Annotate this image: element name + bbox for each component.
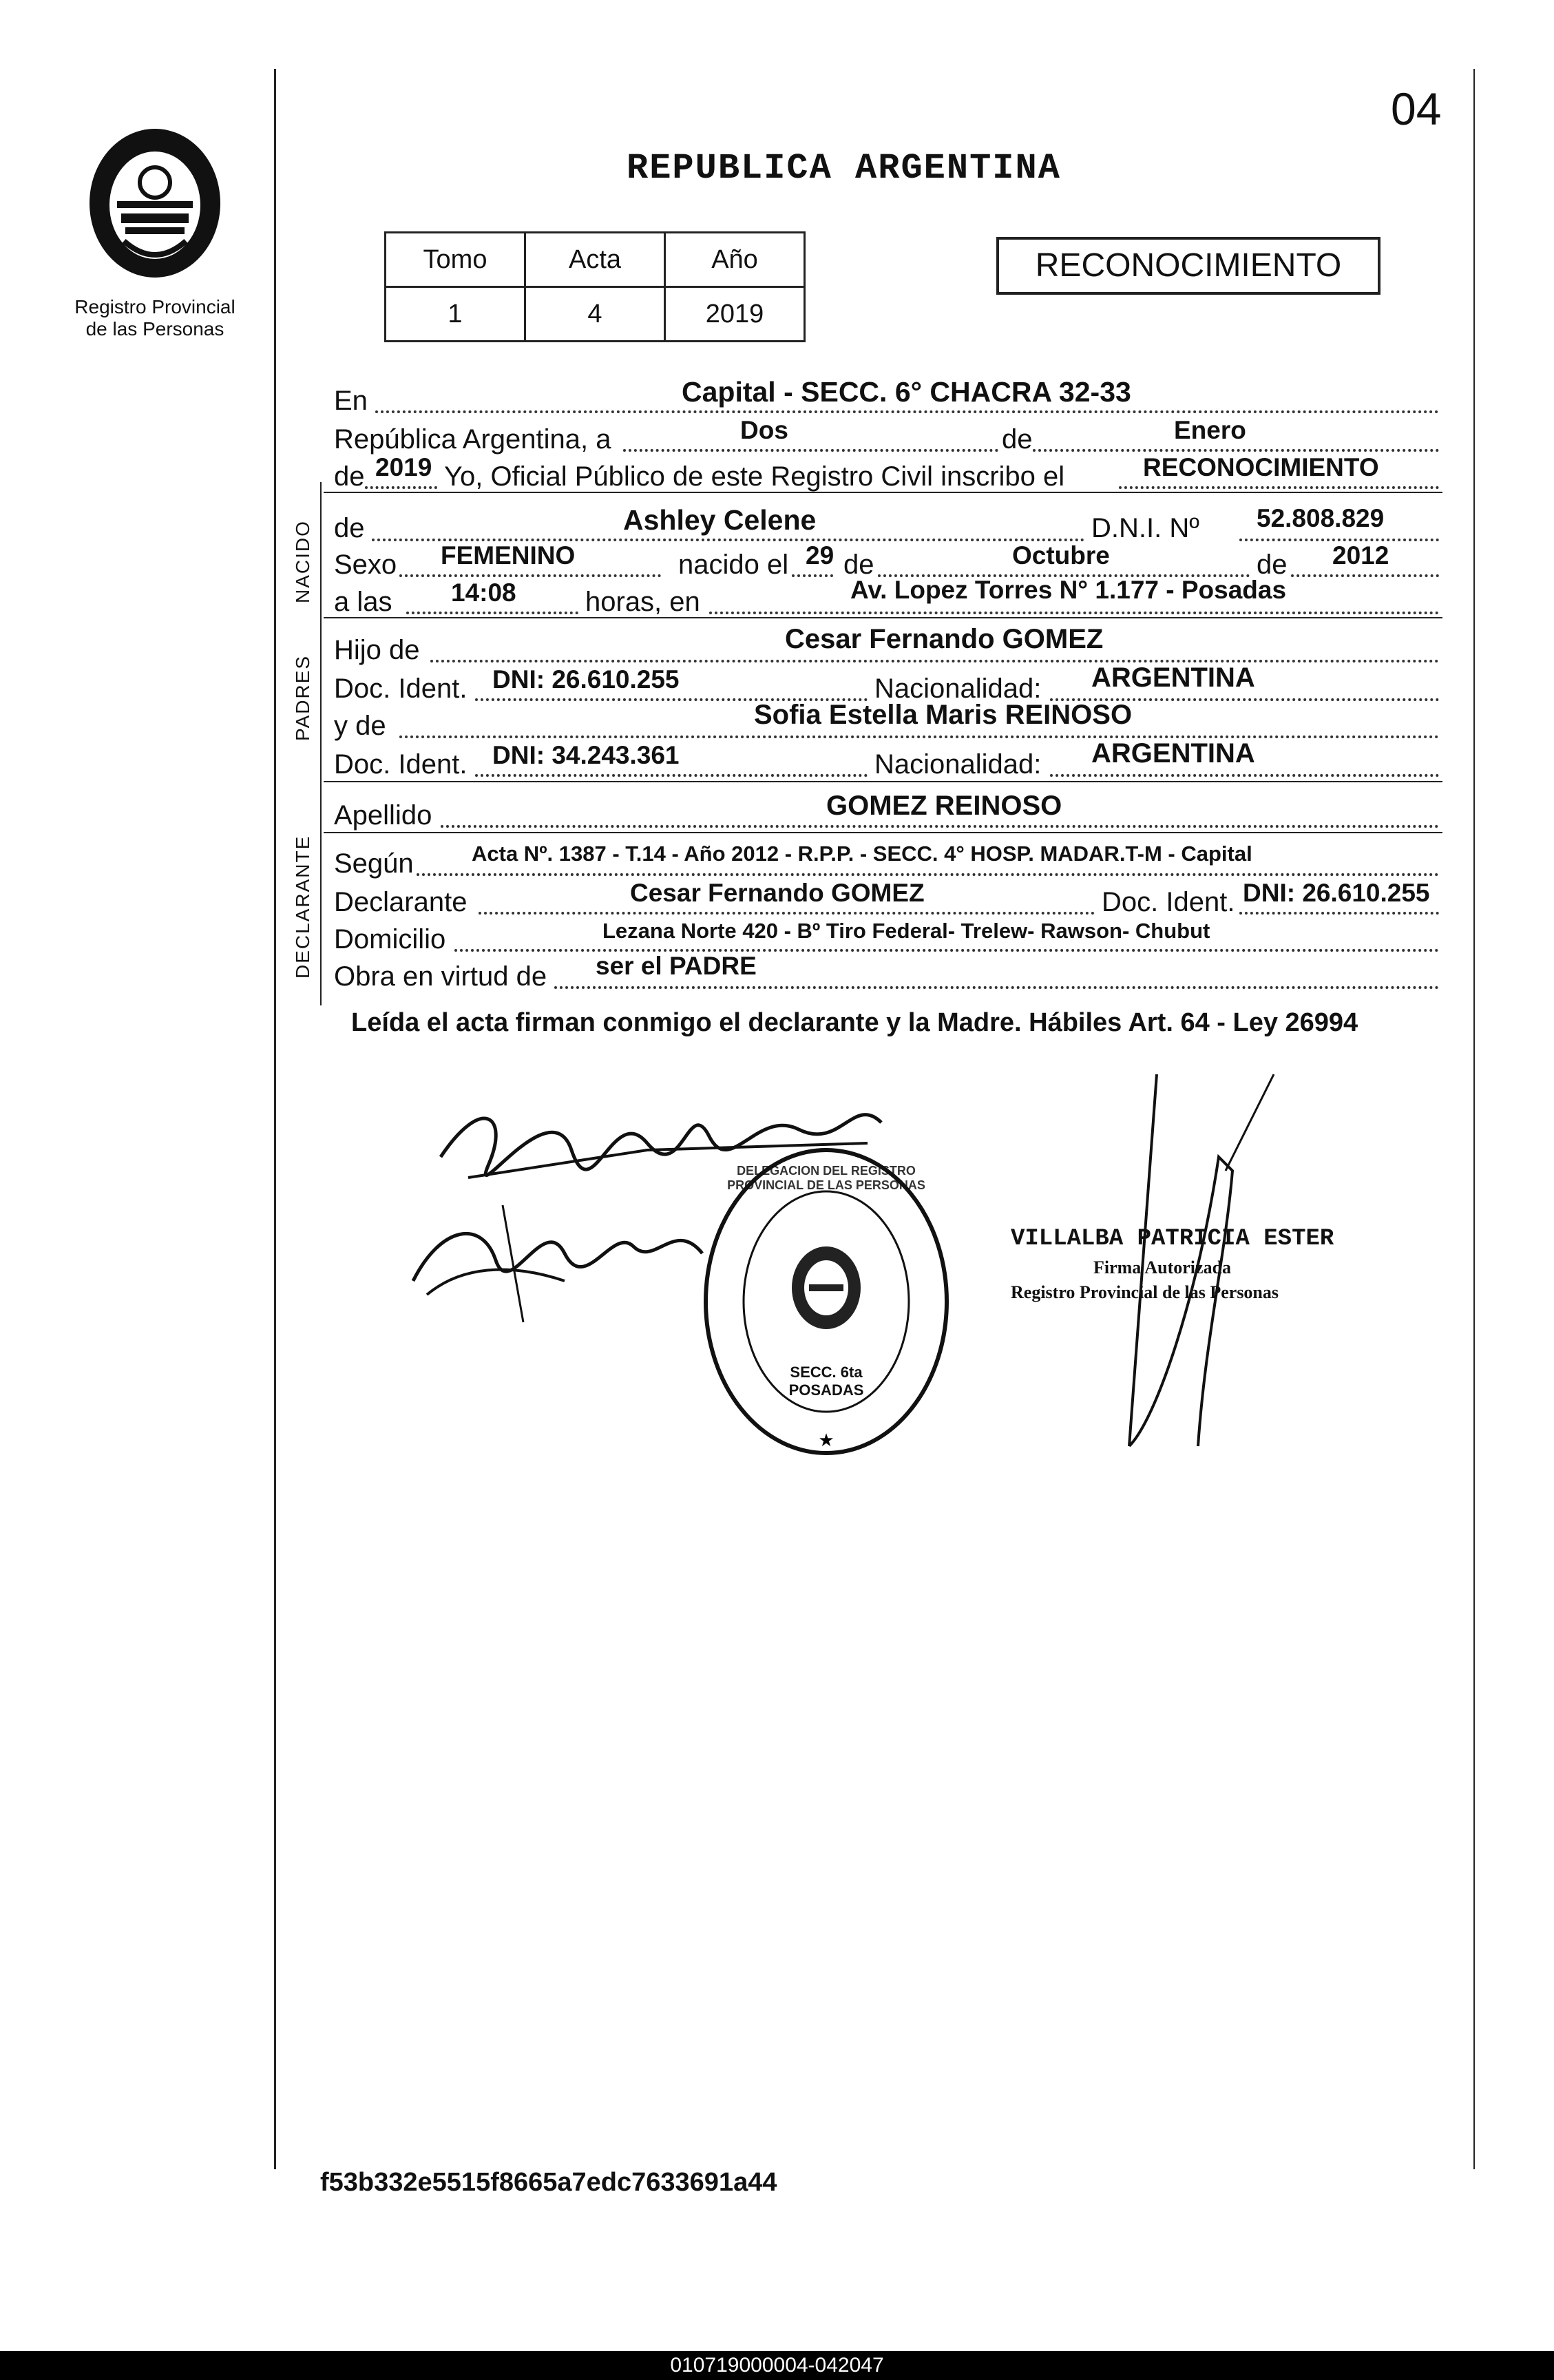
section-divider-line xyxy=(320,482,322,1005)
anio-dots xyxy=(365,486,437,489)
seal-outer-text: DELEGACION DEL REGISTRO PROVINCIAL DE LAS PERSONAS xyxy=(727,1164,925,1192)
sexo-label: Sexo xyxy=(334,550,397,580)
apellido-value: GOMEZ REINOSO xyxy=(826,791,1062,821)
segun-value: Acta Nº. 1387 - T.14 - Año 2012 - R.P.P. - SECC. 4° HOSP. MADAR.T-M - Capital xyxy=(472,842,1252,866)
dni-label: D.N.I. Nº xyxy=(1091,513,1199,543)
record-table xyxy=(384,231,806,342)
anio-value: 2019 xyxy=(375,453,432,481)
doc3-value: DNI: 26.610.255 xyxy=(1243,879,1430,907)
doc3-dots xyxy=(1239,912,1439,915)
page-number: 04 xyxy=(1391,83,1442,134)
oficial-text: Yo, Oficial Público de este Registro Civil inscribo el xyxy=(444,461,1065,492)
record-table-value-anio: 2019 xyxy=(665,287,805,342)
segun-dots xyxy=(417,873,1439,876)
dni-value: 52.808.829 xyxy=(1257,504,1385,532)
nac2-dots xyxy=(1050,774,1439,777)
nacido-label: nacido el xyxy=(678,550,789,580)
logo-caption xyxy=(48,296,262,340)
madre-value: Sofia Estella Maris REINOSO xyxy=(754,700,1133,730)
doc1-value: DNI: 26.610.255 xyxy=(492,665,680,693)
dia-value: Dos xyxy=(740,416,788,444)
left-border-line xyxy=(274,69,276,2169)
registry-seal xyxy=(699,1143,954,1460)
record-type-label: RECONOCIMIENTO xyxy=(1035,247,1342,284)
right-border-line xyxy=(1473,69,1475,2169)
apellido-label: Apellido xyxy=(334,800,432,831)
record-table-value-tomo: 1 xyxy=(386,287,525,342)
country-title: REPUBLICA ARGENTINA xyxy=(627,148,1061,189)
seal-inner-text: SECC. 6ta POSADAS xyxy=(788,1364,864,1399)
hijo-label: Hijo de xyxy=(334,635,420,665)
hash-code: f53b332e5515f8665a7edc7633691a44 xyxy=(320,2168,777,2197)
nacido-section-divider xyxy=(324,617,1442,618)
hora-dots xyxy=(406,612,578,614)
section-label-nacido: NACIDO xyxy=(292,520,313,603)
province-logo xyxy=(76,124,234,296)
en-dots xyxy=(375,410,1439,413)
footer-code: 010719000004-042047 xyxy=(670,2354,884,2377)
sexo-dots xyxy=(399,574,661,577)
padre-dots xyxy=(430,660,1439,662)
domicilio-value: Lezana Norte 420 - Bº Tiro Federal- Trelew- Rawson- Chubut xyxy=(602,919,1210,943)
anio-de-label: de xyxy=(334,461,365,492)
record-table-header-tomo: Tomo xyxy=(386,233,525,287)
domicilio-label: Domicilio xyxy=(334,924,446,954)
nac2-label: Nacionalidad: xyxy=(874,749,1042,780)
section-label-padres: PADRES xyxy=(292,654,313,741)
madre-dots xyxy=(399,735,1439,738)
official-name: VILLALBA PATRICIA ESTER xyxy=(1011,1226,1334,1252)
nac-anio-de-label: de xyxy=(1257,550,1288,580)
official-stamp xyxy=(1011,1226,1334,1303)
yde-label: y de xyxy=(334,711,386,741)
lugar-dots xyxy=(709,612,1439,614)
padre-value: Cesar Fernando GOMEZ xyxy=(785,624,1104,654)
padres-section-divider xyxy=(324,781,1442,782)
mes-value: Enero xyxy=(1174,416,1246,444)
mes-de-label: de xyxy=(1002,424,1033,455)
doc3-label: Doc. Ident. xyxy=(1102,887,1235,917)
horas-label: horas, en xyxy=(585,587,700,617)
tipo-value: RECONOCIMIENTO xyxy=(1143,453,1379,481)
closing-text: Leída el acta firman conmigo el declarante y la Madre. Hábiles Art. 64 - Ley 26994 xyxy=(351,1008,1358,1037)
section-label-declarante: DECLARANTE xyxy=(292,835,313,979)
nac-anio-value: 2012 xyxy=(1332,541,1389,570)
doc1-label: Doc. Ident. xyxy=(334,674,468,704)
dia-dots xyxy=(623,449,998,452)
record-type-box xyxy=(996,237,1380,295)
nac1-value: ARGENTINA xyxy=(1091,662,1255,693)
obra-dots xyxy=(554,986,1439,989)
record-table-value-acta: 4 xyxy=(525,287,665,342)
nac-dia-value: 29 xyxy=(806,541,834,570)
official-registry: Registro Provincial de las Personas xyxy=(1011,1282,1279,1302)
declarante-label: Declarante xyxy=(334,887,468,917)
apellido-dots xyxy=(441,825,1439,828)
nac-mes-value: Octubre xyxy=(1012,541,1110,570)
nac2-value: ARGENTINA xyxy=(1091,738,1255,769)
record-table-header-anio: Año xyxy=(665,233,805,287)
svg-text:★: ★ xyxy=(818,1430,834,1451)
header-section-divider xyxy=(324,492,1442,493)
nac-dia-dots xyxy=(792,574,833,577)
obra-value: ser el PADRE xyxy=(596,952,757,980)
footer-bar xyxy=(0,2351,1554,2380)
hora-value: 14:08 xyxy=(451,578,516,607)
logo-caption-line1: Registro Provincial xyxy=(74,296,235,317)
en-label: En xyxy=(334,386,368,416)
nac1-label: Nacionalidad: xyxy=(874,674,1042,704)
declarante-dots xyxy=(479,912,1095,915)
nac-anio-dots xyxy=(1291,574,1439,577)
lugar-value: Av. Lopez Torres N° 1.177 - Posadas xyxy=(850,576,1287,604)
alas-label: a las xyxy=(334,587,392,617)
sexo-value: FEMENINO xyxy=(441,541,576,570)
nombre-value: Ashley Celene xyxy=(623,504,817,536)
tipo-dots xyxy=(1119,486,1439,489)
mes-dots xyxy=(1033,449,1439,452)
nombre-de-label: de xyxy=(334,513,365,543)
doc2-value: DNI: 34.243.361 xyxy=(492,741,680,769)
segun-label: Según xyxy=(334,848,414,879)
record-table-header-acta: Acta xyxy=(525,233,665,287)
nac-mes-de-label: de xyxy=(843,550,874,580)
doc2-dots xyxy=(475,774,868,777)
official-title: Firma Autorizada xyxy=(1093,1257,1232,1277)
apellido-section-divider xyxy=(324,832,1442,833)
doc2-label: Doc. Ident. xyxy=(334,749,468,780)
en-value: Capital - SECC. 6° CHACRA 32-33 xyxy=(682,376,1131,408)
logo-caption-line2: de las Personas xyxy=(85,318,224,340)
republica-label: República Argentina, a xyxy=(334,424,611,455)
obra-label: Obra en virtud de xyxy=(334,961,547,992)
declarante-value: Cesar Fernando GOMEZ xyxy=(630,879,925,907)
